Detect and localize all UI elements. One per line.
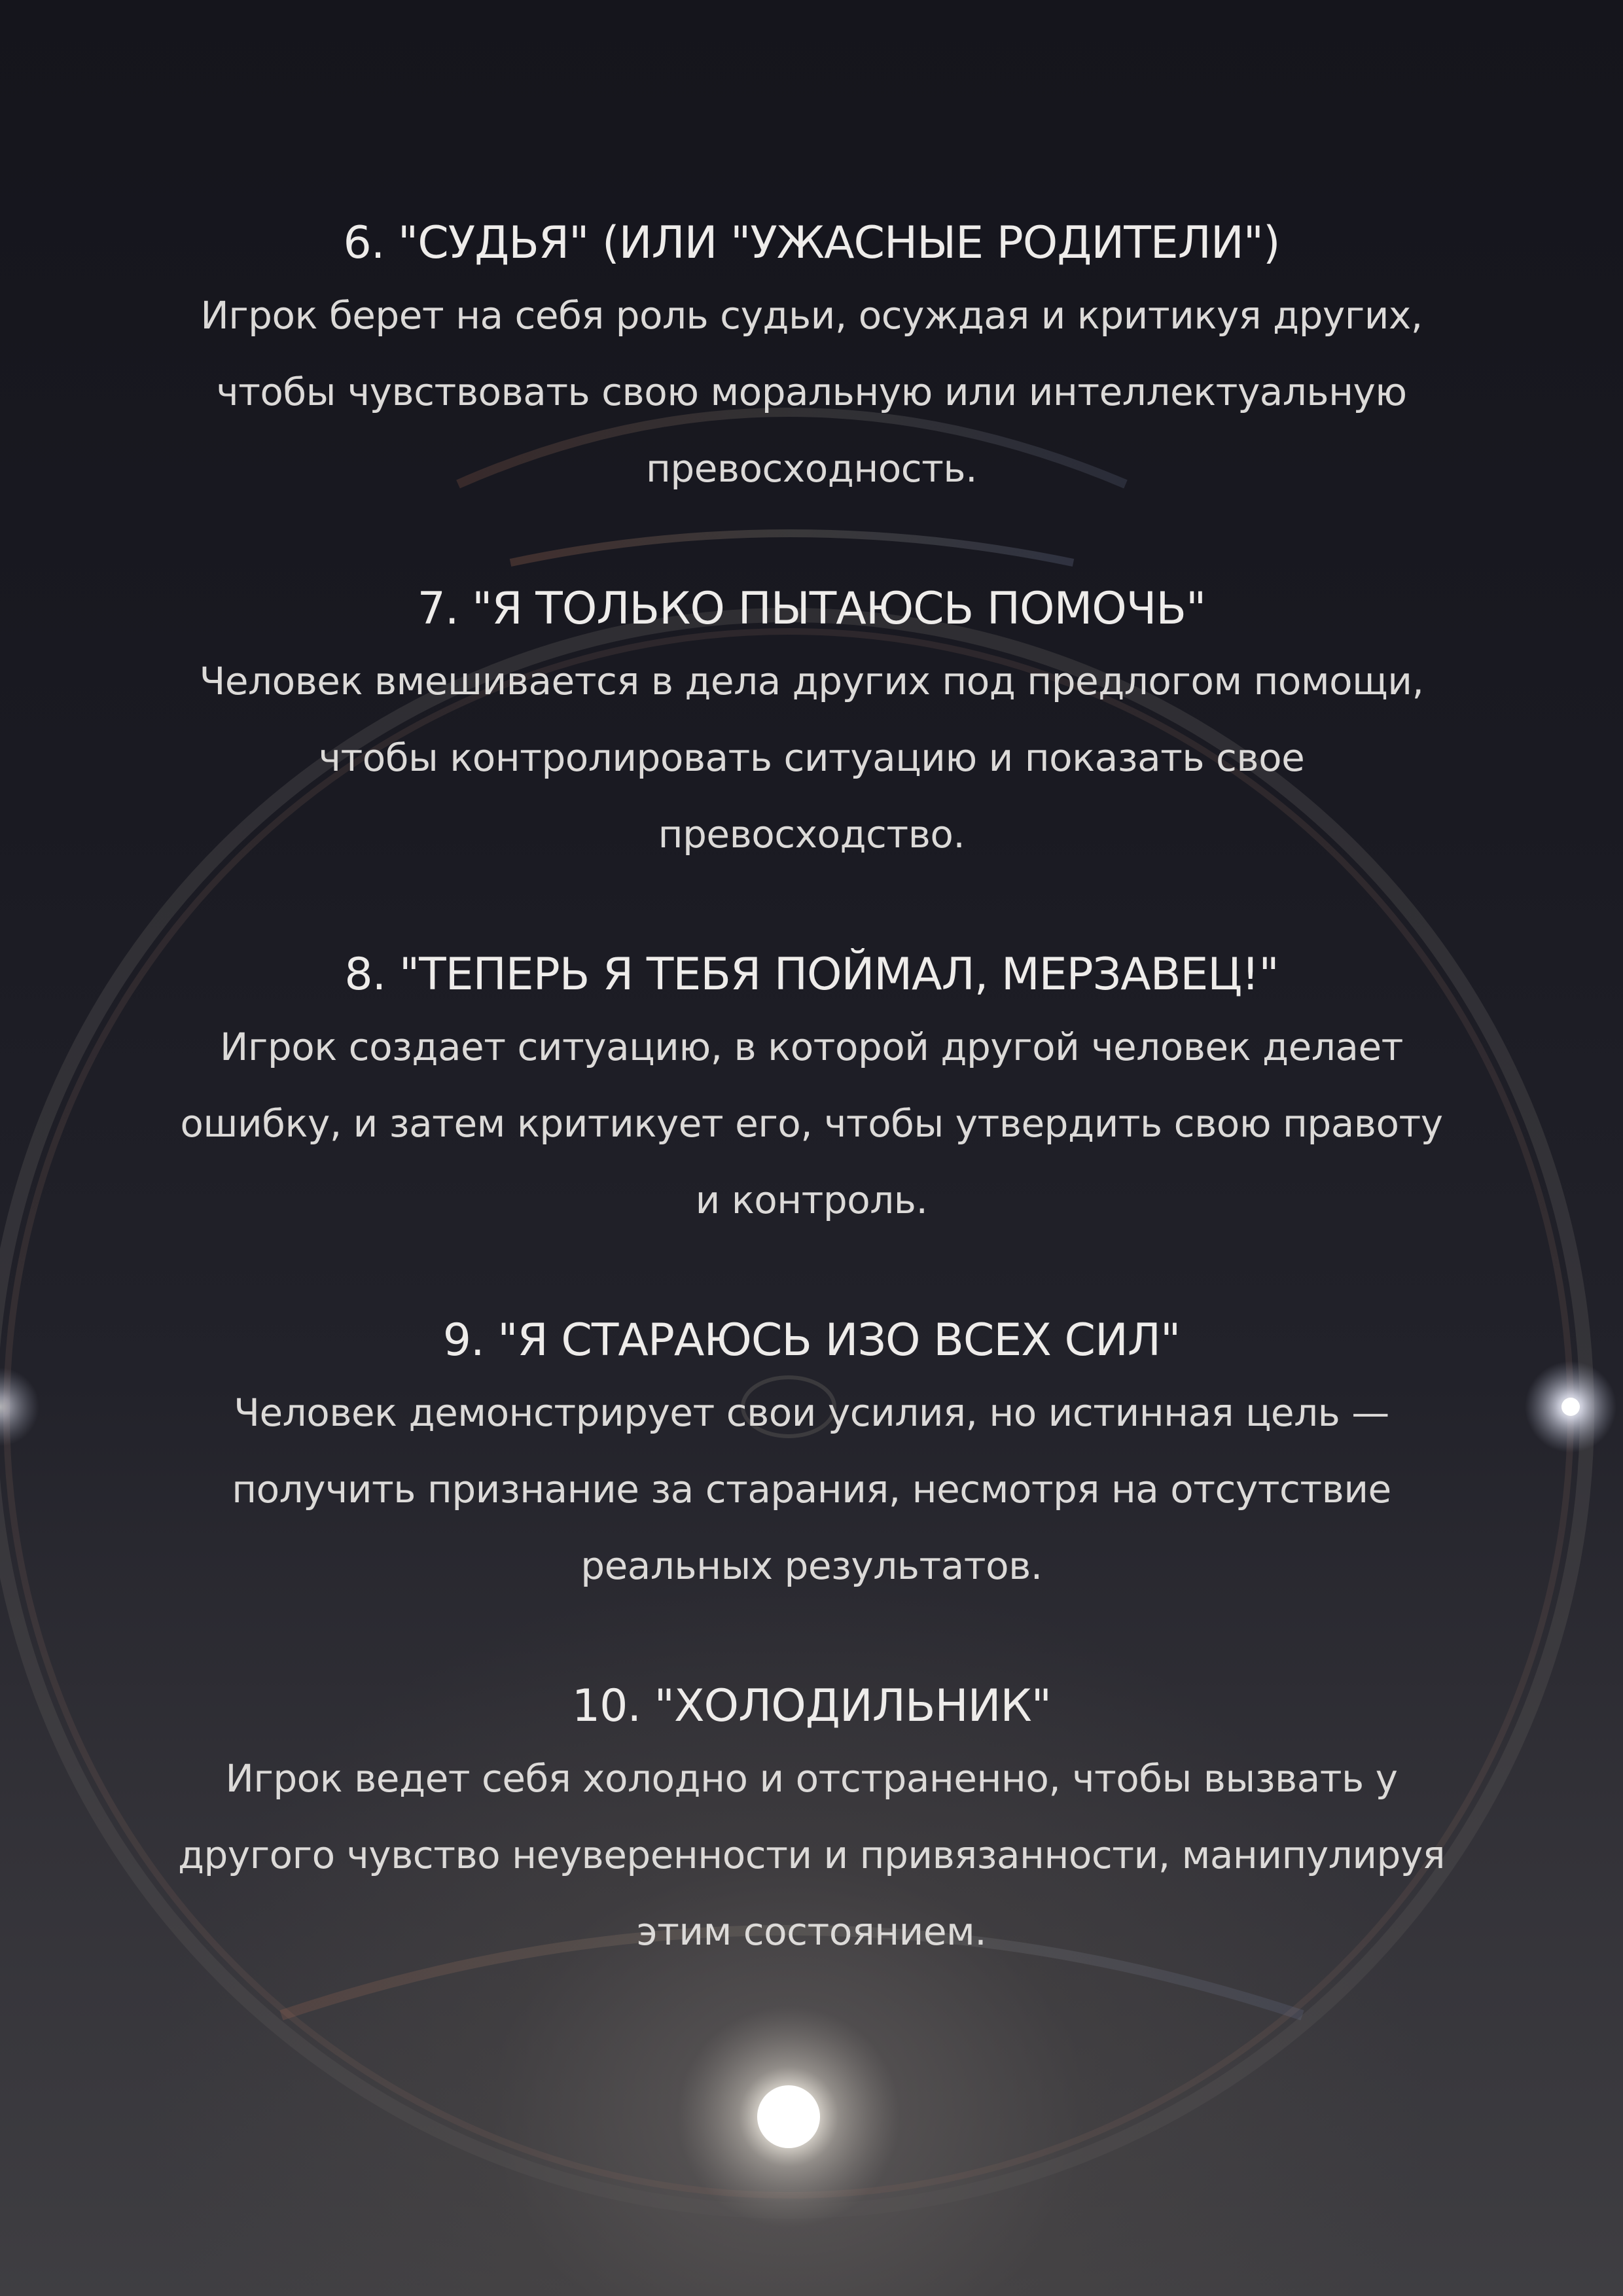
section-6 — [170, 209, 1453, 507]
text-content — [170, 209, 1453, 2038]
body-line: ошибку, и затем критикует его, чтобы утвердить свою правоту — [180, 1101, 1443, 1146]
sundog-right-core — [1561, 1398, 1580, 1416]
body-line: Игрок создает ситуацию, в которой другой человек делает — [220, 1025, 1403, 1069]
section-body — [170, 1375, 1453, 1604]
body-line: другого чувство неуверенности и привязанности, манипулируя — [177, 1833, 1446, 1877]
section-10 — [170, 1672, 1453, 1970]
body-line: реальных результатов. — [580, 1544, 1043, 1588]
body-line: Игрок берет на себя роль судьи, осуждая и критикуя других, — [200, 293, 1423, 338]
section-heading: 7. "Я ТОЛЬКО ПЫТАЮСЬ ПОМОЧЬ" — [417, 583, 1206, 635]
section-8 — [170, 941, 1453, 1239]
body-line: Игрок ведет себя холодно и отстраненно, чтобы вызвать у — [225, 1756, 1398, 1801]
body-line: превосходность. — [645, 446, 978, 491]
section-heading: 9. "Я СТАРАЮСЬ ИЗО ВСЕХ СИЛ" — [442, 1315, 1181, 1366]
body-line: чтобы чувствовать свою моральную или интеллектуальную — [216, 370, 1407, 414]
body-line: Человек вмешивается в дела других под предлогом помощи, — [199, 659, 1424, 703]
body-line: Человек демонстрирует свои усилия, но истинная цель — — [234, 1390, 1389, 1435]
section-heading: 10. "ХОЛОДИЛЬНИК" — [571, 1680, 1052, 1732]
body-line: чтобы контролировать ситуацию и показать свое — [318, 735, 1305, 780]
section-heading: 6. "СУДЬЯ" (ИЛИ "УЖАСНЫЕ РОДИТЕЛИ") — [343, 217, 1280, 269]
section-heading: 8. "ТЕПЕРЬ Я ТЕБЯ ПОЙМАЛ, МЕРЗАВЕЦ!" — [344, 949, 1279, 1000]
body-line: этим состоянием. — [636, 1909, 987, 1954]
sun-core — [757, 2085, 820, 2148]
body-line: получить признание за старания, несмотря на отсутствие — [232, 1467, 1391, 1511]
section-7 — [170, 575, 1453, 873]
section-body — [170, 1740, 1453, 1970]
section-body — [170, 1009, 1453, 1239]
section-body — [170, 643, 1453, 873]
section-9 — [170, 1307, 1453, 1604]
section-body — [170, 277, 1453, 507]
body-line: превосходство. — [658, 812, 965, 857]
sundog-left-glow — [0, 1368, 39, 1446]
body-line: и контроль. — [695, 1178, 928, 1222]
